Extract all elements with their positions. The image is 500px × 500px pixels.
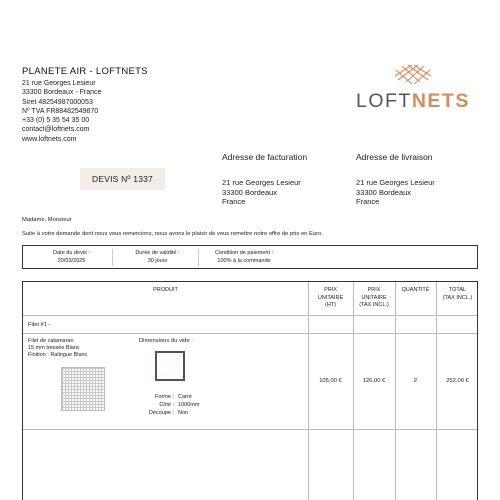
logo-text-loft: LOFT xyxy=(356,90,412,112)
company-address-line: 21 rue Georges Lesieur xyxy=(22,80,96,87)
quote-number-badge: DEVIS Nº 1337 xyxy=(80,168,165,190)
item-total: 252,00 € xyxy=(446,378,469,384)
intro-text: Suite à votre demande dont nous vous remercions, nous avons le plaisir de vous remettre notre offre de prix en Euro. xyxy=(22,231,323,237)
net-preview-image xyxy=(61,367,105,411)
quote-validity-value: 30 jours xyxy=(147,258,168,264)
header-unit-price-ht-line: UNITAIRE xyxy=(317,294,344,301)
quote-validity-label: Durée de validité : xyxy=(135,250,180,256)
section-divider xyxy=(23,333,477,334)
payment-terms-label: Condition de paiement : xyxy=(214,250,274,256)
delivery-line: 33300 Bordeaux xyxy=(356,187,412,197)
header-unit-price-ht-line: PRIX xyxy=(324,287,337,293)
header-unit-price-ttc-line: UNITAIRE xyxy=(361,294,387,301)
quote-date-label: Date du devis : xyxy=(53,250,90,256)
spec-key: Forme : xyxy=(155,394,174,400)
billing-title: Adresse de facturation xyxy=(222,152,308,162)
header-divider xyxy=(23,315,477,316)
item-unit-price-ht: 105,00 € xyxy=(319,378,342,384)
company-vat: Nº TVA FR88482549870 xyxy=(22,107,99,115)
billing-address xyxy=(222,152,307,207)
dimensions-title: Dimensions du vide : xyxy=(139,338,193,344)
logo-wordmark xyxy=(356,90,470,113)
spec-key: Découpe : xyxy=(148,410,174,416)
logo-text-nets: NETS xyxy=(411,90,470,112)
billing-line: 21 rue Georges Lesieur xyxy=(222,178,301,187)
header-unit-price-ttc xyxy=(353,287,395,310)
item-description-line: Filet de catamaran xyxy=(28,338,74,344)
item-description xyxy=(28,338,87,359)
loftnets-logo xyxy=(356,64,476,114)
spec-key: Côté : xyxy=(159,402,174,408)
header-unit-price-ht-line: (HT) xyxy=(325,302,336,308)
quote-date xyxy=(31,249,113,266)
delivery-line: France xyxy=(356,197,380,206)
header-total xyxy=(436,287,479,302)
net-mesh-icon xyxy=(394,64,432,86)
header-quantity: QUANTITÉ xyxy=(401,287,430,293)
spec-value: 1000mm xyxy=(178,402,200,408)
item-description-line: Finition : Ralingue Blanc xyxy=(28,352,88,358)
spec-value: Carré xyxy=(178,394,192,400)
delivery-address xyxy=(356,152,435,207)
greeting: Madame, Monsieur xyxy=(22,217,72,223)
header-unit-price-ttc-line: (TAX INCL.) xyxy=(359,302,389,308)
row-divider xyxy=(23,429,477,430)
section-label: Filet #1 - xyxy=(28,322,51,328)
delivery-title: Adresse de livraison xyxy=(356,152,433,162)
spec-side xyxy=(139,401,199,409)
payment-terms xyxy=(203,249,285,266)
item-description-line: 15 mm tressée Blanc xyxy=(28,345,80,351)
square-shape-icon xyxy=(155,351,185,381)
company-name: PLANETE AIR - LOFTNETS xyxy=(22,66,148,77)
header-unit-price-ttc-line: PRIX xyxy=(367,287,381,293)
item-specs xyxy=(139,393,199,417)
delivery-line: 21 rue Georges Lesieur xyxy=(356,178,435,187)
header-product: PRODUIT xyxy=(153,287,178,293)
company-siret: Siret 48254987000053 xyxy=(22,98,93,106)
header-total-line: (TAX INCL.) xyxy=(442,294,473,301)
spec-value: Non xyxy=(178,410,189,416)
quote-info-box xyxy=(22,245,478,269)
billing-line: France xyxy=(222,197,246,206)
spec-shape xyxy=(139,393,199,401)
quote-validity xyxy=(117,249,199,266)
product-table xyxy=(22,281,478,500)
billing-line: 33300 Bordeaux xyxy=(222,187,278,197)
quote-date-value: 20/03/2025 xyxy=(57,258,86,264)
company-website: www.loftnets.com xyxy=(22,135,77,143)
company-phone: +33 (0) 5 35 54 35 00 xyxy=(22,117,90,125)
item-quantity: 2 xyxy=(413,378,418,384)
header-total-line: TOTAL xyxy=(448,287,467,293)
company-city-line: 33300 Bordeaux - France xyxy=(22,89,102,97)
company-email: contact@loftnets.com xyxy=(22,126,90,134)
company-block xyxy=(22,66,148,144)
payment-terms-value: 100% à la commande xyxy=(217,258,271,264)
spec-cut xyxy=(139,409,199,417)
item-unit-price-ttc: 126,00 € xyxy=(362,378,386,384)
header-unit-price-ht xyxy=(308,287,353,310)
